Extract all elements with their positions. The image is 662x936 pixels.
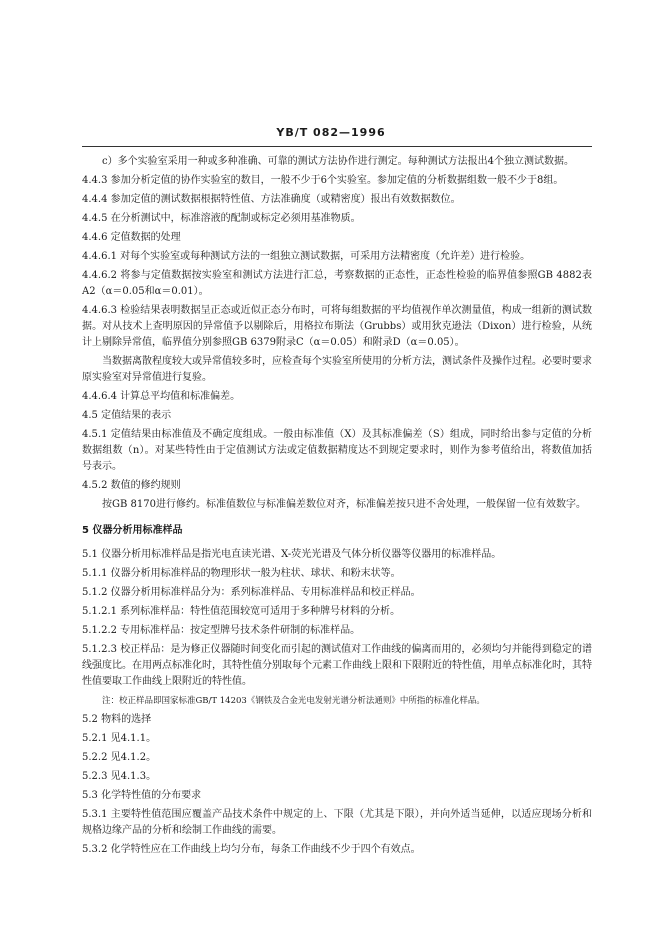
paragraph: c）多个实验室采用一种或多种准确、可靠的测试方法协作进行测定。每种测试方法报出4个独立测试数据。 xyxy=(102,156,574,167)
note: 注：校正样品即国家标准GB/T 14203《钢铁及合金光电发射光谱分析法通则》中所指的标准化样品。 xyxy=(102,696,485,706)
clause-5-1-2: 5.1.2 仪器分析用标准样品分为：系列标准样品、专用标准样品和校正样品。 xyxy=(82,587,421,598)
document-body xyxy=(82,154,592,861)
header-rule xyxy=(82,146,592,147)
standard-code-header: YB/T 082—1996 xyxy=(276,126,386,139)
clause-4-5-1: 4.5.1 定值结果由标准值及不确定度组成。一般由标准值（X）及其标准偏差（S）组成，同时给出参与定值的分析数据组数（n）。对某些特性由于定值测试方法或定值数据精度达不到规定要求时，则作为参考值给出，将数值加括号表示。 xyxy=(82,429,592,472)
section-heading-5: 5 仪器分析用标准样品 xyxy=(82,525,183,536)
clause-4-4-6-4: 4.4.6.4 计算总平均值和标准偏差。 xyxy=(82,391,241,402)
clause-5-2-1: 5.2.1 见4.1.1。 xyxy=(82,733,157,744)
clause-5-2-2: 5.2.2 见4.1.2。 xyxy=(82,752,157,763)
clause-5-1: 5.1 仪器分析用标准样品是指光电直读光谱、X-荧光光谱及气体分析仪器等仪器用的标准样品。 xyxy=(82,549,502,560)
clause-4-4-4: 4.4.4 参加定值的测试数据根据特性值、方法准确度（或精密度）报出有效数据数位。 xyxy=(82,194,461,205)
clause-5-2-3: 5.2.3 见4.1.3。 xyxy=(82,771,157,782)
paragraph: 当数据离散程度较大或异常值较多时，应检查每个实验室所使用的分析方法，测试条件及操作过程。必要时要求原实验室对异常值进行复验。 xyxy=(82,356,592,383)
paragraph: 按GB 8170进行修约。标准值数位与标准偏差数位对齐，标准偏差按只进不舍处理，一般保留一位有效数字。 xyxy=(102,499,586,510)
clause-4-4-6-2: 4.4.6.2 将参与定值数据按实验室和测试方法进行汇总，考察数据的正态性，正态性检验的临界值参照GB 4882表A2（α＝0.05和α＝0.01）。 xyxy=(82,270,592,297)
clause-4-4-6-1: 4.4.6.1 对每个实验室或每种测试方法的一组独立测试数据，可采用方法精密度（允许差）进行检验。 xyxy=(82,251,531,262)
clause-4-4-6: 4.4.6 定值数据的处理 xyxy=(82,232,181,243)
clause-5-1-2-2: 5.1.2.2 专用标准样品：按定型牌号技术条件研制的标准样品。 xyxy=(82,625,361,636)
clause-4-4-6-3: 4.4.6.3 检验结果表明数据呈正态或近似正态分布时，可将每组数据的平均值视作单次测量值，构成一组新的测试数据。对从技术上查明原因的异常值予以剔除后，用格拉布斯法（Grubbs）或用狄克逊法（Dixon）进行检验，从统计上剔除异常值，临界值分别参照GB 6379附录C（α＝0.05）和附录D（α＝0.05）。 xyxy=(82,305,592,348)
clause-5-1-2-1: 5.1.2.1 系列标准样品：特性值范围较宽可适用于多种牌号材料的分析。 xyxy=(82,606,401,617)
clause-4-5-2: 4.5.2 数值的修约规则 xyxy=(82,480,181,491)
clause-5-1-1: 5.1.1 仪器分析用标准样品的物理形状一般为柱状、球状、和粉末状等。 xyxy=(82,568,401,579)
clause-4-5: 4.5 定值结果的表示 xyxy=(82,410,172,421)
clause-5-2: 5.2 物料的选择 xyxy=(82,714,152,725)
clause-5-3-1: 5.3.1 主要特性值范围应覆盖产品技术条件中规定的上、下限（尤其是下限），并向外适当延伸，以适应现场分析和规格边缘产品的分析和绘制工作曲线的需要。 xyxy=(82,809,592,836)
clause-4-4-5: 4.4.5 在分析测试中，标准溶液的配制或标定必须用基准物质。 xyxy=(82,213,361,224)
clause-5-1-2-3: 5.1.2.3 校正样品：是为修正仪器随时间变化而引起的测试值对工作曲线的偏离而用的，必须均匀并能得到稳定的谱线强度比。在用两点标准化时，其特性值分别取每个元素工作曲线上限和下限附近的特性值，用单点标准化时，其特性值要取工作曲线上限附近的特性值。 xyxy=(82,644,592,687)
clause-4-4-3: 4.4.3 参加分析定值的协作实验室的数目，一般不少于6个实验室。参加定值的分析数据组数一般不少于8组。 xyxy=(82,175,564,186)
clause-5-3: 5.3 化学特性值的分布要求 xyxy=(82,790,202,801)
clause-5-3-2: 5.3.2 化学特性应在工作曲线上均匀分布，每条工作曲线不少于四个有效点。 xyxy=(82,844,421,855)
